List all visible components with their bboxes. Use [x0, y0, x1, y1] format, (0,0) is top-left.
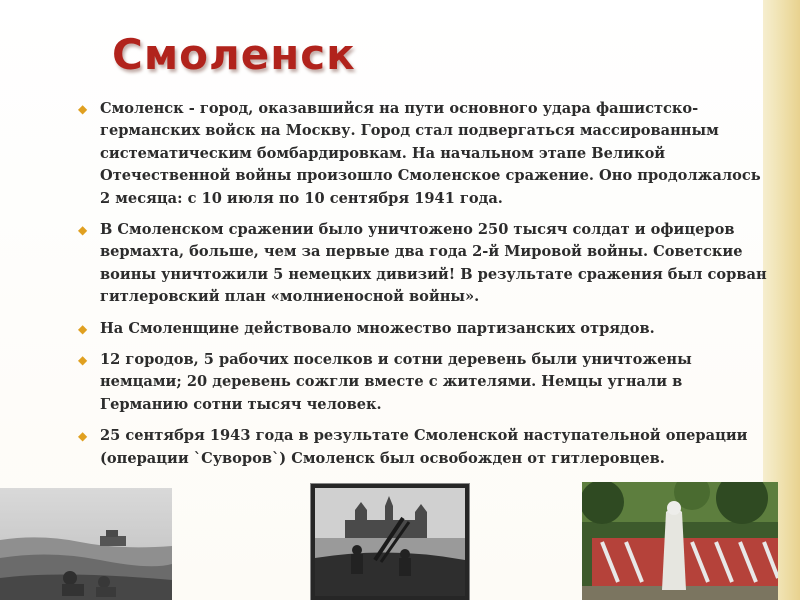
list-item — [78, 349, 768, 416]
memorial-statue-photo — [582, 482, 778, 600]
list-item — [78, 98, 768, 210]
paragraph-text: В Смоленском сражении было уничтожено 250 тысяч солдат и офицеров вермахта, больше, чем за первые два года 2-й Мировой войны. Советские воины уничтожили 5 немецких дивизий! В результате сражения был сорван гитлеровский план «молниеносной войны». — [100, 221, 767, 306]
bullet-list — [78, 98, 768, 479]
bullet-icon: ◆ — [78, 321, 88, 336]
list-item — [78, 318, 768, 340]
anti-aircraft-gun-cathedral-photo — [311, 484, 469, 600]
paragraph-text: На Смоленщине действовало множество партизанских отрядов. — [100, 319, 655, 337]
soldiers-field-photo — [0, 488, 172, 600]
bullet-icon: ◆ — [78, 223, 88, 238]
bullet-icon: ◆ — [78, 429, 88, 444]
paragraph-text: Смоленск - город, оказавшийся на пути основного удара фашистско-германских войск на Москву. Город стал подвергаться массированным систематическим бомбардировкам. На начальном этапе Великой Отечественной войны произошло Смоленское сражение. Оно продолжалось 2 месяца: с 10 июля по 10 сентября 1941 года. — [100, 100, 761, 207]
slide-title: Смоленск — [112, 30, 356, 79]
paragraph-text: 25 сентября 1943 года в результате Смоленской наступательной операции (операции `Суворов`) Смоленск был освобожден от гитлеровцев. — [100, 427, 748, 467]
paragraph-text: 12 городов, 5 рабочих поселков и сотни деревень были уничтожены немцами; 20 деревень сожгли вместе с жителями. Немцы угнали в Германию сотни тысяч человек. — [100, 351, 692, 413]
bullet-icon: ◆ — [78, 353, 88, 368]
list-item — [78, 425, 768, 470]
bullet-icon: ◆ — [78, 102, 88, 116]
list-item — [78, 219, 768, 309]
